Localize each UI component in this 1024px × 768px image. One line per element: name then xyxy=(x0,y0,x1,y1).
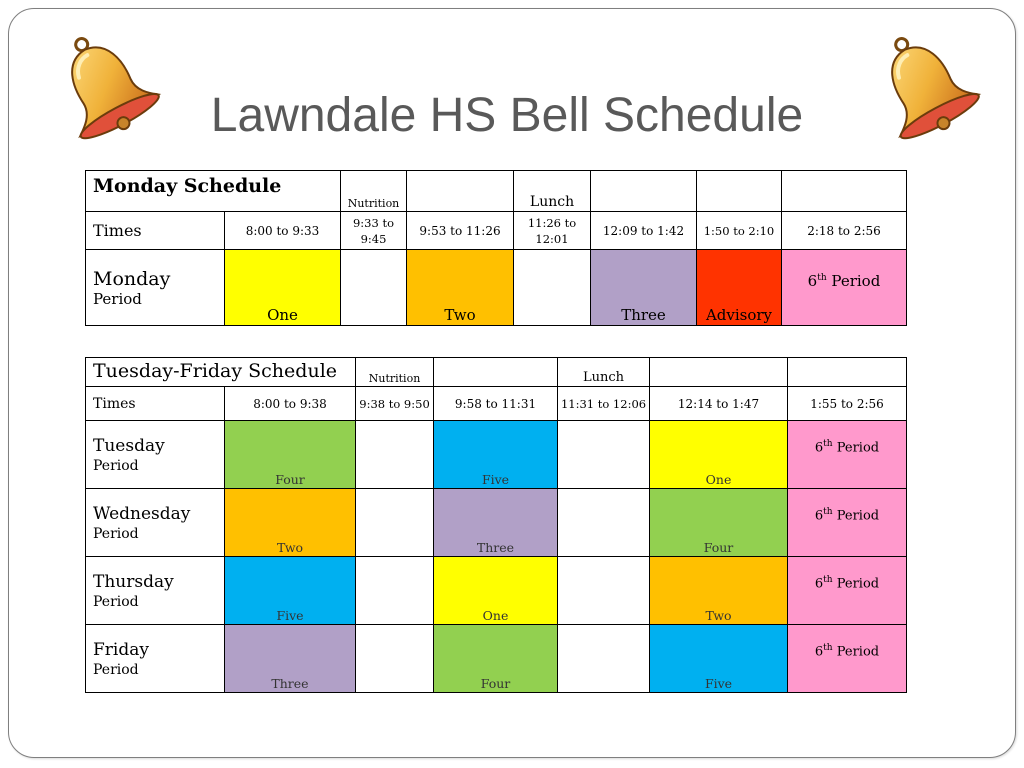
time-cell: 8:00 to 9:33 xyxy=(225,212,341,250)
period-cell: One xyxy=(650,421,788,489)
period-cell xyxy=(558,421,650,489)
day-cell-tuesday xyxy=(86,421,225,489)
day-name: Monday xyxy=(93,267,171,290)
sixth-label: Period xyxy=(836,576,880,592)
header-cell xyxy=(650,358,788,387)
period-cell: Five xyxy=(434,421,558,489)
sixth-period-cell xyxy=(788,489,907,557)
lunch-header: Lunch xyxy=(558,358,650,387)
day-name: Tuesday xyxy=(93,435,165,456)
period-cell xyxy=(558,489,650,557)
period-cell: Three xyxy=(591,250,697,326)
header-cell xyxy=(591,171,697,212)
sixth-number: 6 xyxy=(814,508,824,524)
sixth-label: Period xyxy=(836,508,880,524)
sixth-period-cell xyxy=(788,557,907,625)
time-cell: 9:58 to 11:31 xyxy=(434,387,558,421)
tuesday-friday-schedule-title: Tuesday-Friday Schedule xyxy=(86,358,356,387)
header-cell xyxy=(782,171,907,212)
sixth-period-cell xyxy=(788,625,907,693)
day-cell-friday xyxy=(86,625,225,693)
sixth-period-cell xyxy=(788,421,907,489)
header-cell xyxy=(434,358,558,387)
period-cell: Two xyxy=(407,250,514,326)
sixth-number: 6 xyxy=(814,644,824,660)
monday-schedule-table xyxy=(85,170,907,326)
day-sub: Period xyxy=(93,525,139,542)
day-name: Friday xyxy=(93,639,149,660)
period-cell: Four xyxy=(650,489,788,557)
period-cell: Five xyxy=(650,625,788,693)
times-label: Times xyxy=(86,387,225,421)
period-cell: Four xyxy=(225,421,356,489)
period-cell: Three xyxy=(225,625,356,693)
header-cell xyxy=(788,358,907,387)
nutrition-header: Nutrition xyxy=(356,358,434,387)
period-cell: One xyxy=(225,250,341,326)
page-title: Lawndale HS Bell Schedule xyxy=(210,89,804,142)
period-cell xyxy=(514,250,591,326)
lunch-header: Lunch xyxy=(514,171,591,212)
header-cell xyxy=(407,171,514,212)
period-cell xyxy=(341,250,407,326)
period-cell xyxy=(356,421,434,489)
day-cell-wednesday xyxy=(86,489,225,557)
sixth-suffix: th xyxy=(823,439,833,449)
time-cell: 9:53 to 11:26 xyxy=(407,212,514,250)
period-cell: Two xyxy=(650,557,788,625)
period-cell xyxy=(356,489,434,557)
time-cell: 12:14 to 1:47 xyxy=(650,387,788,421)
period-cell: Three xyxy=(434,489,558,557)
day-sub: Period xyxy=(93,661,139,678)
period-cell: Four xyxy=(434,625,558,693)
day-sub: Period xyxy=(93,457,139,474)
period-cell xyxy=(356,625,434,693)
period-cell: One xyxy=(434,557,558,625)
time-cell: 11:26 to 12:01 xyxy=(514,212,591,250)
sixth-suffix: th xyxy=(823,575,833,585)
time-cell: 9:38 to 9:50 xyxy=(356,387,434,421)
period-cell xyxy=(558,557,650,625)
period-cell: Five xyxy=(225,557,356,625)
sixth-number: 6 xyxy=(814,440,824,456)
sixth-label: Period xyxy=(831,272,881,290)
sixth-label: Period xyxy=(836,644,880,660)
times-label: Times xyxy=(86,212,225,250)
day-cell-monday xyxy=(86,250,225,326)
time-cell: 1:50 to 2:10 xyxy=(697,212,782,250)
time-cell: 2:18 to 2:56 xyxy=(782,212,907,250)
time-cell: 12:09 to 1:42 xyxy=(591,212,697,250)
sixth-suffix: th xyxy=(823,643,833,653)
period-cell: Two xyxy=(225,489,356,557)
time-cell: 8:00 to 9:38 xyxy=(225,387,356,421)
header-cell xyxy=(697,171,782,212)
sixth-suffix: th xyxy=(823,507,833,517)
sixth-number: 6 xyxy=(807,272,818,290)
time-cell: 11:31 to 12:06 xyxy=(558,387,650,421)
period-cell: Advisory xyxy=(697,250,782,326)
period-cell xyxy=(356,557,434,625)
day-sub: Period xyxy=(93,593,139,610)
day-cell-thursday xyxy=(86,557,225,625)
nutrition-header: Nutrition xyxy=(341,171,407,212)
sixth-suffix: th xyxy=(817,273,827,283)
time-cell: 1:55 to 2:56 xyxy=(788,387,907,421)
time-cell: 9:33 to 9:45 xyxy=(341,212,407,250)
tuesday-friday-schedule-table xyxy=(85,357,907,693)
monday-schedule-title: Monday Schedule xyxy=(86,171,341,212)
day-name: Thursday xyxy=(93,571,174,592)
sixth-label: Period xyxy=(836,440,880,456)
sixth-number: 6 xyxy=(814,576,824,592)
sixth-period-cell xyxy=(782,250,907,326)
day-name: Wednesday xyxy=(93,503,191,524)
period-cell xyxy=(558,625,650,693)
day-sub: Period xyxy=(93,289,142,308)
